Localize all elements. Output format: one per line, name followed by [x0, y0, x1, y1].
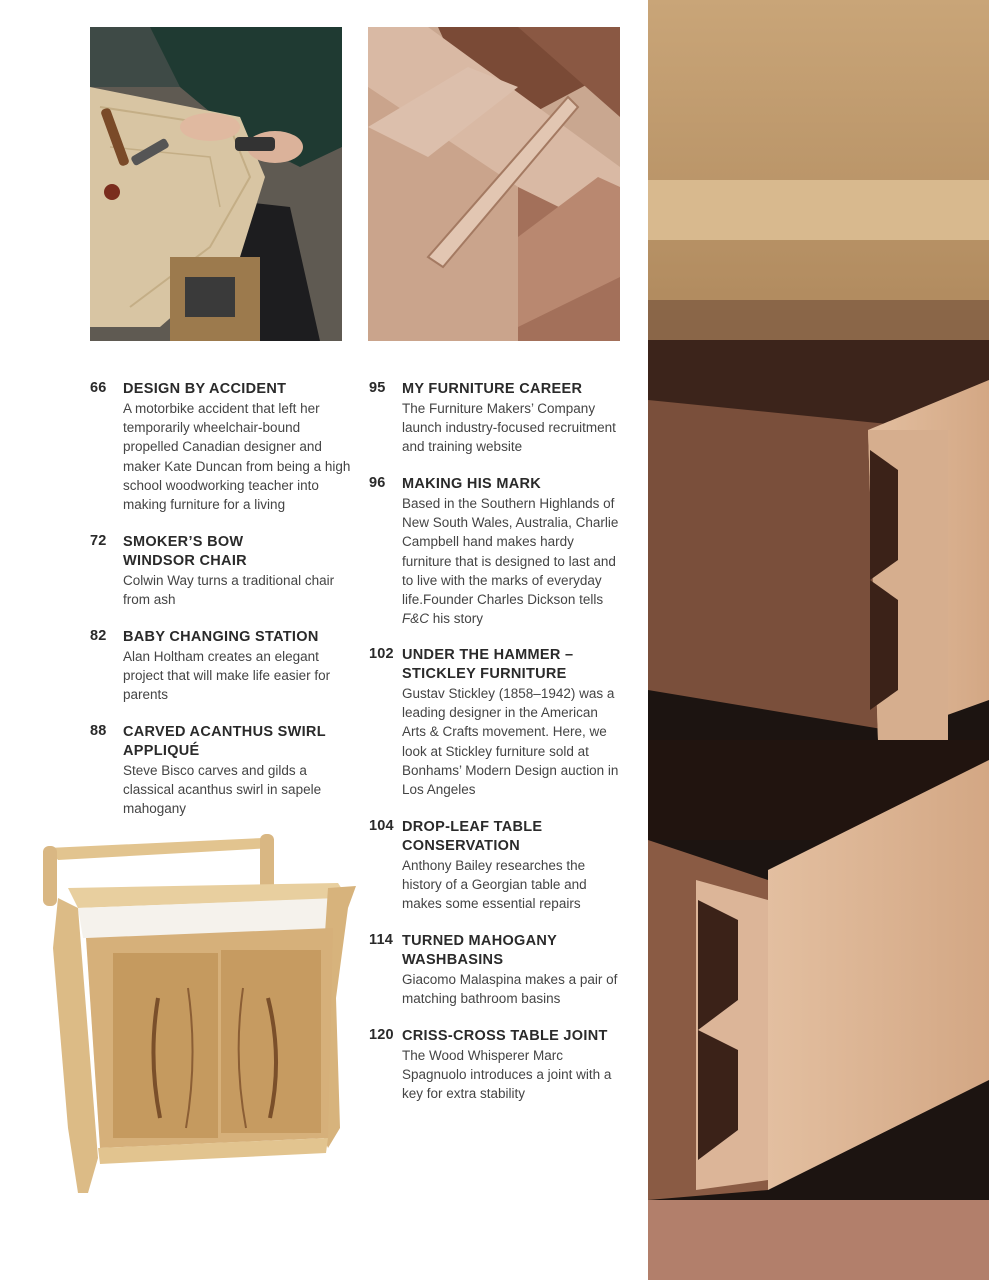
- page-number: 88: [90, 723, 107, 739]
- page-number: 82: [90, 628, 107, 644]
- article-description: Giacomo Malaspina makes a pair of matching bathroom basins: [402, 972, 618, 1007]
- description-text: his story: [429, 611, 484, 627]
- contents-entry[interactable]: [90, 723, 352, 819]
- page-number: 120: [369, 1027, 394, 1043]
- article-description: Steve Bisco carves and gilds a classical acanthus swirl in sapele mahogany: [123, 763, 322, 817]
- contents-entry[interactable]: [369, 932, 623, 1008]
- contents-entry[interactable]: [369, 818, 623, 914]
- dovetail-drawers-photo: [648, 0, 989, 1280]
- article-title: TURNED MAHOGANY WASHBASINS: [402, 933, 557, 968]
- page-number: 96: [369, 475, 386, 491]
- article-title: CARVED ACANTHUS SWIRL APPLIQUÉ: [123, 724, 326, 759]
- page-number: 72: [90, 533, 107, 549]
- article-description: [402, 494, 623, 628]
- contents-entry[interactable]: [90, 380, 352, 514]
- article-title: SMOKER’S BOW WINDSOR CHAIR: [123, 534, 247, 569]
- contents-entry[interactable]: [369, 475, 623, 628]
- contents-entry[interactable]: [369, 1027, 623, 1104]
- page-number: 95: [369, 380, 386, 396]
- article-description: Gustav Stickley (1858–1942) was a leading designer in the American Arts & Crafts movement. Here, we look at Stickley furniture sold at Bonhams’ Modern Design auction in Los Angeles: [402, 686, 619, 798]
- contents-entry[interactable]: [369, 646, 623, 799]
- baby-changing-cabinet-photo: [38, 828, 360, 1200]
- contents-entry[interactable]: [369, 380, 623, 457]
- page-number: 114: [369, 932, 393, 948]
- article-description: Colwin Way turns a traditional chair from ash: [123, 573, 335, 608]
- description-text: Based in the Southern Highlands of New South Wales, Australia, Charlie Campbell hand makes hardy furniture that is designed to last and to live with the marks of everyday life.Founder Charles Dickson tells: [402, 496, 619, 608]
- article-title: BABY CHANGING STATION: [123, 629, 319, 645]
- article-description: The Furniture Makers’ Company launch industry-focused recruitment and training website: [402, 401, 616, 455]
- article-title: UNDER THE HAMMER – STICKLEY FURNITURE: [402, 647, 574, 682]
- article-title: MY FURNITURE CAREER: [402, 381, 583, 397]
- cross-joint-photo: [368, 27, 620, 341]
- page-number: 66: [90, 380, 107, 396]
- article-title: DROP-LEAF TABLE CONSERVATION: [402, 819, 543, 854]
- article-description: A motorbike accident that left her temporarily wheelchair-bound propelled Canadian designer and maker Kate Duncan from being a high school woodworking teacher into making furniture for a living: [123, 401, 351, 513]
- contents-entry[interactable]: [90, 628, 352, 705]
- magazine-name: F&C: [402, 611, 429, 627]
- contents-entry[interactable]: [90, 533, 352, 609]
- page-number: 104: [369, 818, 394, 834]
- article-description: Anthony Bailey researches the history of a Georgian table and makes some essential repairs: [402, 858, 587, 912]
- article-title: CRISS-CROSS TABLE JOINT: [402, 1028, 608, 1044]
- workshop-photo: [90, 27, 342, 341]
- article-description: Alan Holtham creates an elegant project that will make life easier for parents: [123, 649, 331, 703]
- article-title: MAKING HIS MARK: [402, 476, 542, 492]
- page-number: 102: [369, 646, 394, 662]
- article-description: The Wood Whisperer Marc Spagnuolo introduces a joint with a key for extra stability: [402, 1048, 612, 1102]
- article-title: DESIGN BY ACCIDENT: [123, 381, 287, 397]
